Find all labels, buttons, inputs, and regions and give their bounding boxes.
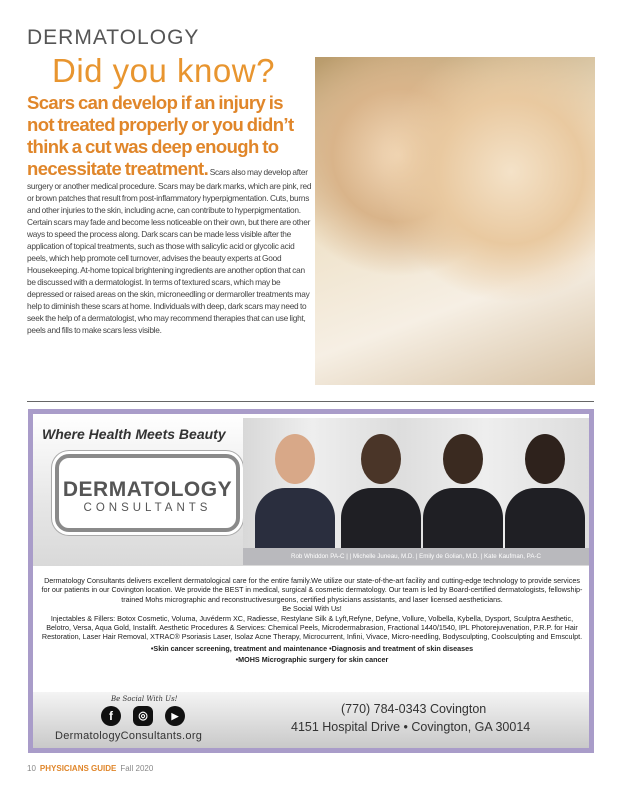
social-label: Be Social With Us! bbox=[111, 695, 178, 703]
address: 4151 Hospital Drive • Covington, GA 30014 bbox=[291, 720, 531, 734]
ad-social-line: Be Social With Us! bbox=[282, 604, 342, 614]
page-footer bbox=[27, 764, 153, 773]
publication: PHYSICIANS GUIDE bbox=[39, 764, 117, 773]
article-text bbox=[27, 92, 313, 336]
logo bbox=[55, 454, 240, 532]
doctor-figure bbox=[423, 428, 503, 548]
logo-line1: DERMATOLOGY bbox=[62, 478, 233, 501]
article-photo bbox=[315, 57, 595, 385]
ad-tagline: Where Health Meets Beauty bbox=[42, 426, 226, 442]
page-heading: Did you know? bbox=[52, 52, 275, 89]
ad-description bbox=[39, 576, 585, 665]
section-title: DERMATOLOGY bbox=[27, 26, 200, 49]
doctors-photo bbox=[243, 418, 589, 548]
logo-line2: CONSULTANTS bbox=[83, 502, 212, 514]
ad-para2: Injectables & Fillers: Botox Cosmetic, Voluma, Juvéderm XC, Radiesse, Restylane Silk & Lyft,Refyne, Defyne, Vollure, Volbella, Kybella, Dysport, Sculptra Aesthetic, Belotro, Versa, Aqua Gold, Instalift. Aesthetic Procedures & Services: Chemical Peels, Microdermabrasion, Fractional 1440/1540, IPL Photorejuvenation, P.R.P. for Hair Restoration, Laser Hair Removal, XTRAC® Psoriasis Laser, Isolaz Acne Therapy, Microcurrent, Infini, Vivace, Micro-needling, Bodysculpting, Coolsculpting and Emsculpt. bbox=[41, 613, 583, 642]
facebook-icon[interactable]: f bbox=[101, 706, 121, 726]
ad-header bbox=[33, 414, 589, 566]
phone: (770) 784-0343 Covington bbox=[341, 702, 487, 716]
doctor-figure bbox=[505, 428, 585, 548]
doctor-figure bbox=[341, 428, 421, 548]
article-lead: Scars can develop if an injury is not treated properly or you didn’t think a cut was deep enough to necessitate treatment. bbox=[27, 92, 294, 179]
youtube-icon[interactable]: ▶ bbox=[165, 706, 185, 726]
doctor-figure bbox=[255, 428, 335, 548]
issue: Fall 2020 bbox=[120, 764, 154, 773]
doctors-caption: Rob Whiddon PA-C | | Michelle Juneau, M.D. | Emily de Golian, M.D. | Kate Kaufman, PA-C bbox=[243, 548, 589, 565]
ad-bullets2: •MOHS Micrographic surgery for skin cancer bbox=[235, 655, 389, 665]
article-body: Scars also may develop after surgery or another medical procedure. Scars may be dark marks, which are pink, red or brown patches that result from post-inflammatory hyperpigmentation. Cuts, burns and other injuries to the skin, including acne, can contribute to hyperpigmentation. Certain scars may fade and become less noticeable on their own, but there are other ways to speed the process along. Dark scars can be made less visible after the application of topical treatments, such as those with salicylic acid or glycolic acid peels, which help promote cell turnover, advises the beauty experts at Good Housekeeping. At-home topical brightening ingredients are another option that can be discussed with a dermatologist. In terms of textured scars, which may be depressed or raised areas on the skin, microneedling or dermaroller treatments may help to diminish these scars at home. Individuals with deep, dark scars may need to seek the help of a dermatologist, who may recommend therapies that can use light, peels and fills to make scars less visible. bbox=[27, 167, 312, 335]
advertisement bbox=[28, 409, 594, 753]
divider bbox=[27, 401, 594, 402]
page-number: 10 bbox=[27, 764, 36, 773]
ad-bullets1: •Skin cancer screening, treatment and maintenance •Diagnosis and treatment of skin diseases bbox=[150, 643, 474, 653]
ad-contact bbox=[33, 692, 589, 748]
website-link[interactable]: DermatologyConsultants.org bbox=[55, 730, 203, 742]
ad-para1: Dermatology Consultants delivers excellent dermatological care for the entire family.We utilize our state-of-the-art facility and cutting-edge technology to provide services for our patients in our Covington location. We provide the BEST in medical, surgical & cosmetic dermatology. Our team is led by Board-certified dermatologists, fellowship-trained Mohs micrographic and reconstructivesurgeons, certified physicians assistants, and laser licensed aestheticians. bbox=[41, 576, 583, 604]
instagram-icon[interactable]: ◎ bbox=[133, 706, 153, 726]
